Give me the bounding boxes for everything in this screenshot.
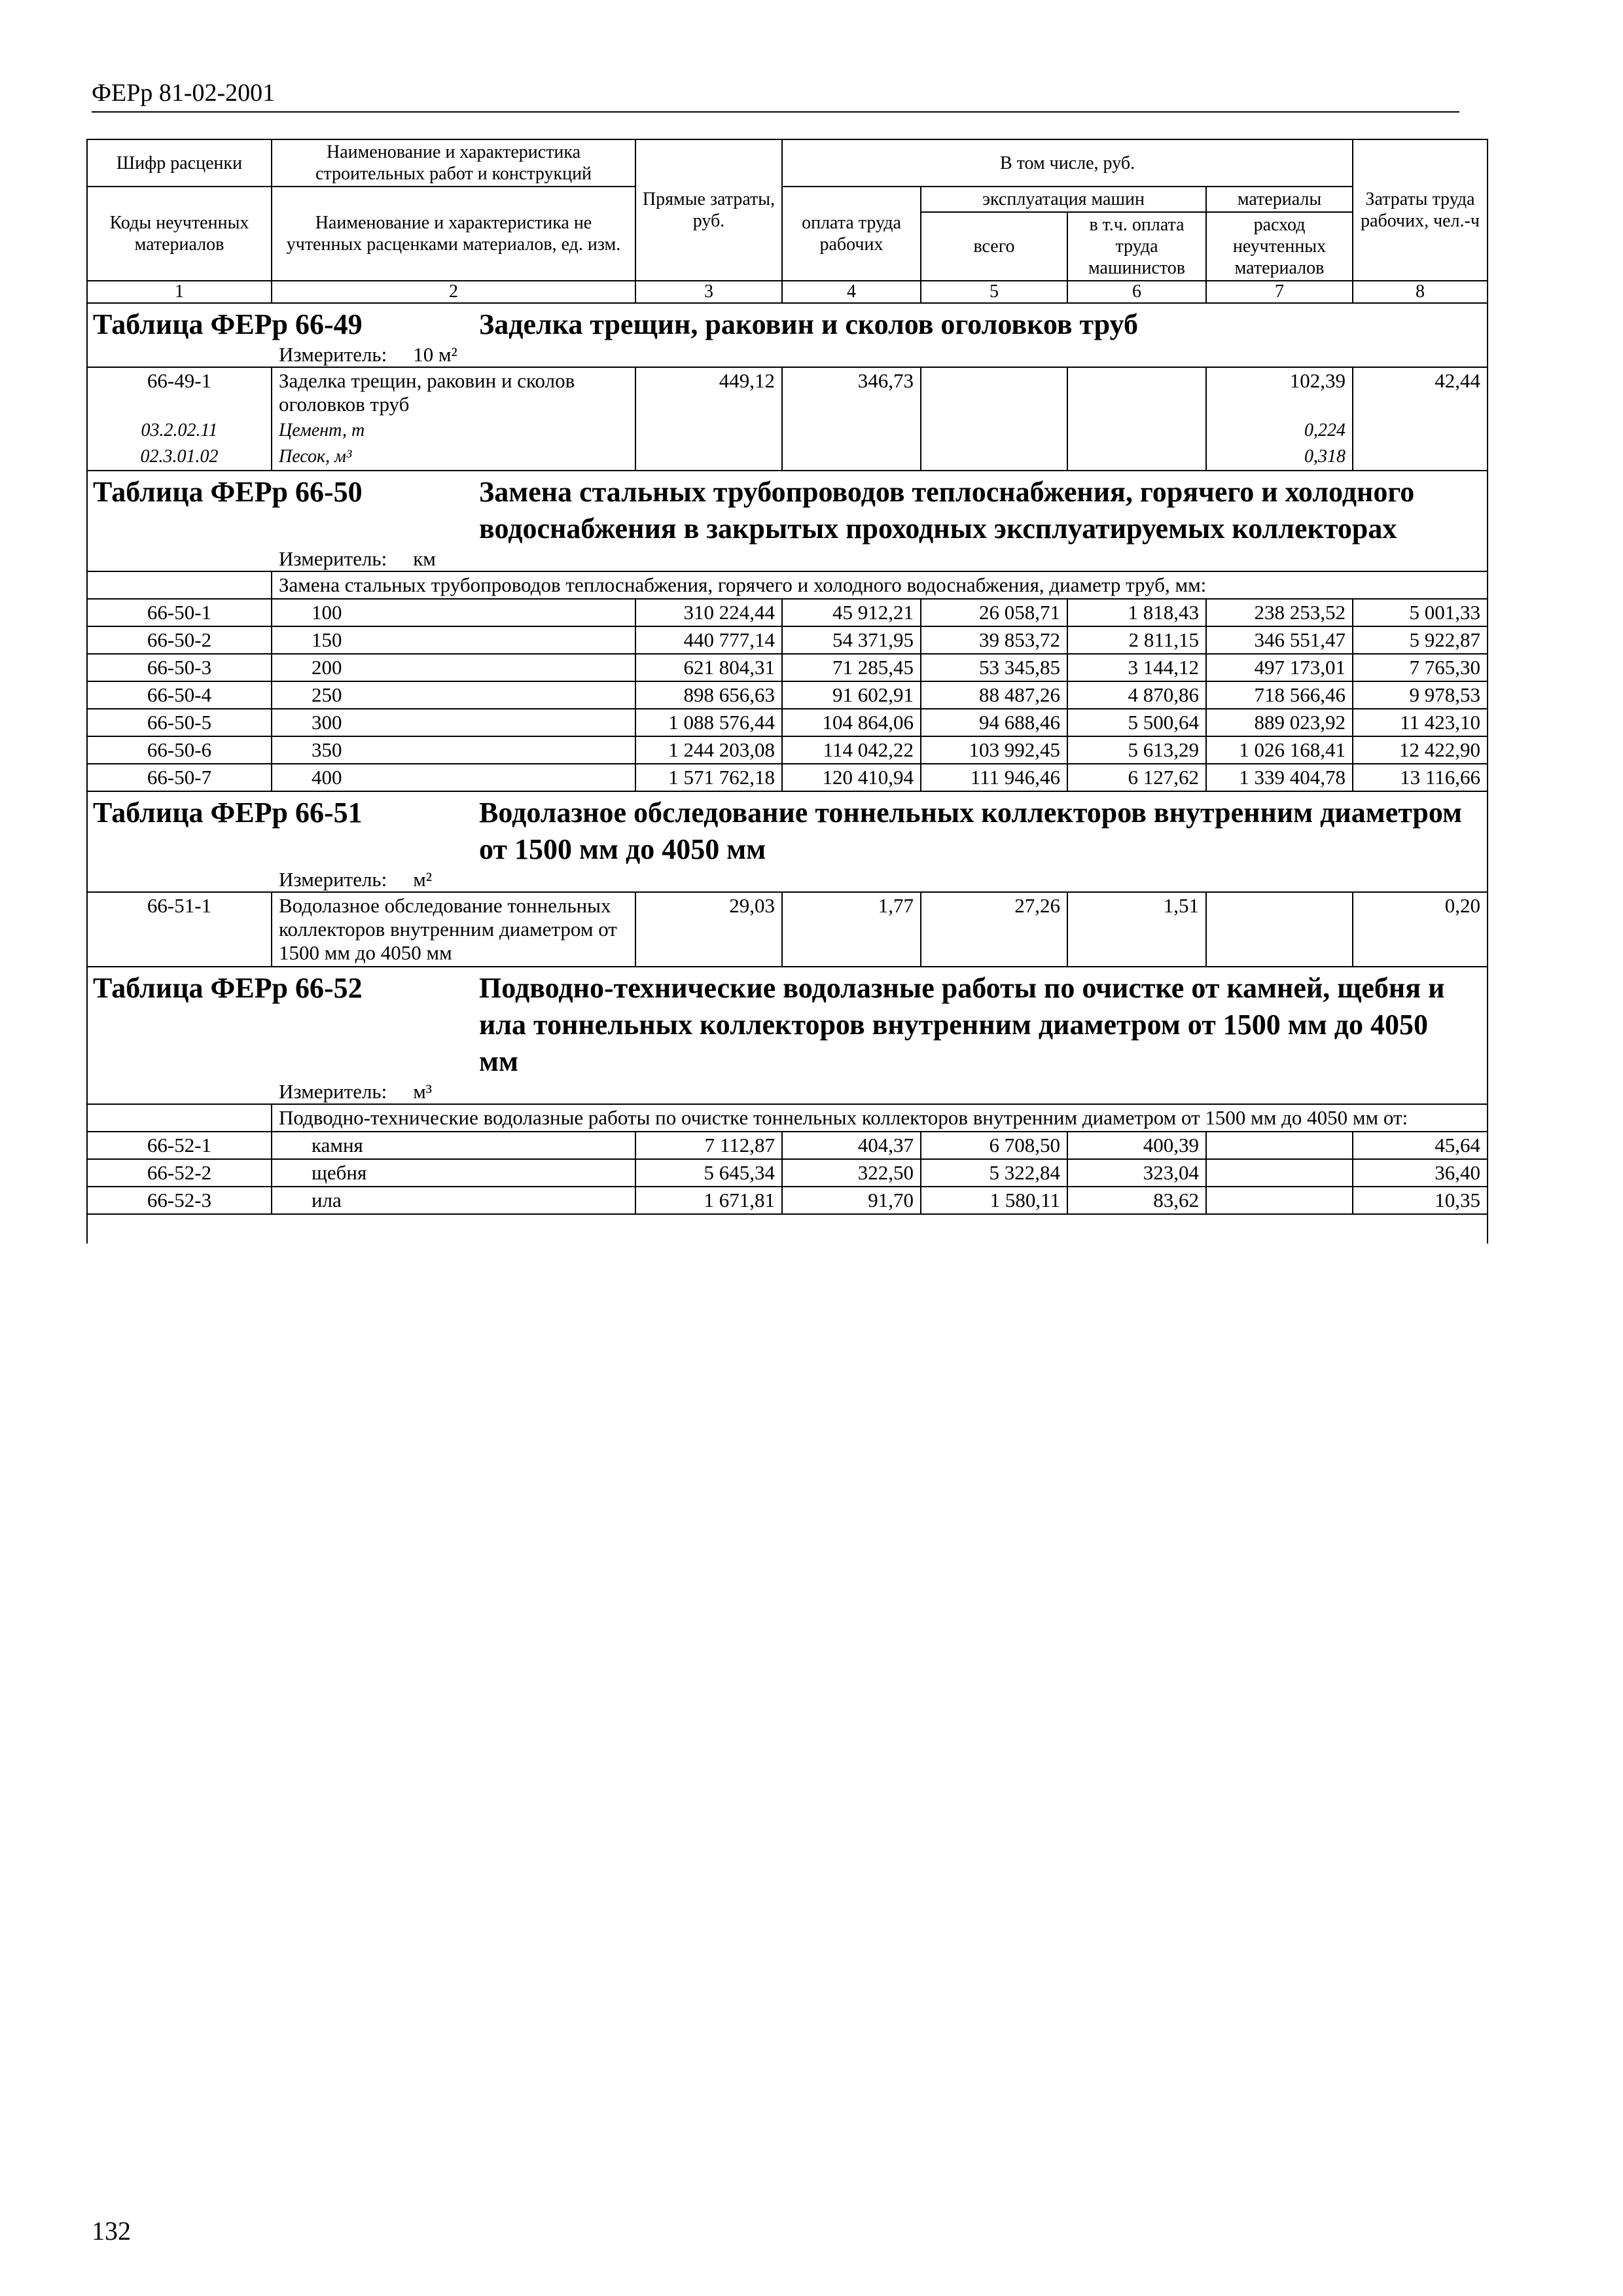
table-code: Таблица ФЕРр 66-49: [93, 308, 363, 340]
measure-label: Измеритель:: [279, 547, 387, 570]
col7-header: расход неучтенных материалов: [1206, 212, 1353, 281]
machine-cost: 5 322,84: [921, 1159, 1067, 1187]
pipe-diameter: 300: [272, 709, 635, 736]
col-number: 3: [635, 281, 782, 303]
col1-top-header: Шифр расценки: [87, 139, 272, 187]
table-row: [87, 681, 1488, 709]
measure-value: 10 м²: [413, 343, 457, 366]
material-type: ила: [272, 1187, 635, 1214]
direct-cost: 29,03: [635, 892, 782, 967]
table-name: Заделка трещин, раковин и сколов оголовков труб: [479, 308, 1138, 340]
table-tail-space: [87, 1214, 1488, 1244]
material-qty: 0,224: [1206, 418, 1353, 444]
direct-cost: 1 244 203,08: [635, 736, 782, 764]
group-note: Замена стальных трубопроводов теплоснабжения, горячего и холодного водоснабжения, диаметр труб, мм:: [272, 571, 1488, 599]
labor-cost: 104 864,06: [782, 709, 921, 736]
materials-cost: 497 173,01: [1206, 654, 1353, 681]
labor-cost: 54 371,95: [782, 626, 921, 654]
direct-cost: 449,12: [635, 367, 782, 418]
direct-cost: 440 777,14: [635, 626, 782, 654]
measure-line: [87, 343, 1488, 367]
direct-cost: 310 224,44: [635, 599, 782, 626]
labor-hours: 45,64: [1353, 1132, 1488, 1159]
machine-labor-cost: [1067, 367, 1206, 418]
group-mat-header: материалы: [1206, 187, 1353, 212]
labor-cost: 1,77: [782, 892, 921, 967]
material-name: Песок, м³: [272, 444, 635, 471]
labor-cost: 45 912,21: [782, 599, 921, 626]
table-66-49-title: [87, 303, 1488, 343]
table-row: [87, 654, 1488, 681]
materials-cost: [1206, 1187, 1353, 1214]
group-mach-header: эксплуатация машин: [921, 187, 1206, 212]
group-note: Подводно-технические водолазные работы по очистке тоннельных коллекторов внутренним диаметром от 1500 мм до 4050 мм от:: [272, 1104, 1488, 1132]
labor-cost: 322,50: [782, 1159, 921, 1187]
machine-labor-cost: 5 500,64: [1067, 709, 1206, 736]
table-row: [87, 764, 1488, 791]
machine-labor-cost: 323,04: [1067, 1159, 1206, 1187]
col-number: 4: [782, 281, 921, 303]
rate-code: 66-49-1: [87, 367, 272, 418]
materials-cost: 889 023,92: [1206, 709, 1353, 736]
table-row: [87, 626, 1488, 654]
machine-cost: 39 853,72: [921, 626, 1067, 654]
machine-cost: 103 992,45: [921, 736, 1067, 764]
material-row: [87, 444, 1488, 471]
machine-cost: 94 688,46: [921, 709, 1067, 736]
rates-table: [86, 139, 1488, 1244]
col-number: 8: [1353, 281, 1488, 303]
table-code: Таблица ФЕРр 66-51: [93, 797, 363, 829]
table-row: [87, 736, 1488, 764]
materials-cost: 718 566,46: [1206, 681, 1353, 709]
material-name: Цемент, т: [272, 418, 635, 444]
rates-table-wrapper: [86, 139, 1487, 1244]
table-row: [87, 1132, 1488, 1159]
rate-name: Заделка трещин, раковин и сколов оголовков труб: [272, 367, 635, 418]
rate-code: 66-52-3: [87, 1187, 272, 1214]
labor-cost: 91 602,91: [782, 681, 921, 709]
col4-header: оплата труда рабочих: [782, 187, 921, 281]
machine-labor-cost: 6 127,62: [1067, 764, 1206, 791]
labor-hours: 7 765,30: [1353, 654, 1488, 681]
pipe-diameter: 100: [272, 599, 635, 626]
material-type: камня: [272, 1132, 635, 1159]
col3-header: Прямые затраты, руб.: [635, 139, 782, 281]
rate-code: 66-50-4: [87, 681, 272, 709]
measure-line: [87, 1080, 1488, 1104]
machine-labor-cost: 4 870,86: [1067, 681, 1206, 709]
table-66-52-title: [87, 967, 1488, 1080]
table-code: Таблица ФЕРр 66-52: [93, 972, 363, 1004]
labor-hours: 0,20: [1353, 892, 1488, 967]
labor-hours: 36,40: [1353, 1159, 1488, 1187]
machine-labor-cost: 1 818,43: [1067, 599, 1206, 626]
col8-header: Затраты труда рабочих, чел.-ч: [1353, 139, 1488, 281]
materials-cost: [1206, 1132, 1353, 1159]
machine-labor-cost: 3 144,12: [1067, 654, 1206, 681]
col-number: 6: [1067, 281, 1206, 303]
measure-value: м²: [413, 868, 433, 891]
measure-label: Измеритель:: [279, 1080, 387, 1103]
materials-cost: 1 339 404,78: [1206, 764, 1353, 791]
pipe-diameter: 400: [272, 764, 635, 791]
col-number: 7: [1206, 281, 1353, 303]
page-number: 132: [92, 2216, 131, 2246]
rate-code: 66-52-1: [87, 1132, 272, 1159]
note-spacer: [87, 571, 272, 599]
rate-code: 66-50-3: [87, 654, 272, 681]
machine-cost: 6 708,50: [921, 1132, 1067, 1159]
materials-cost: 346 551,47: [1206, 626, 1353, 654]
rate-code: 66-50-5: [87, 709, 272, 736]
machine-cost: [921, 367, 1067, 418]
pipe-diameter: 150: [272, 626, 635, 654]
table-row: [87, 1159, 1488, 1187]
machine-labor-cost: 400,39: [1067, 1132, 1206, 1159]
direct-cost: 1 571 762,18: [635, 764, 782, 791]
measure-value: км: [413, 547, 436, 570]
direct-cost: 7 112,87: [635, 1132, 782, 1159]
table-66-50-title: [87, 471, 1488, 547]
table-row: [87, 892, 1488, 967]
labor-hours: 5 001,33: [1353, 599, 1488, 626]
labor-hours: 10,35: [1353, 1187, 1488, 1214]
machine-cost: 111 946,46: [921, 764, 1067, 791]
labor-cost: 71 285,45: [782, 654, 921, 681]
material-type: щебня: [272, 1159, 635, 1187]
col6-header: в т.ч. оплата труда машинистов: [1067, 212, 1206, 281]
labor-cost: 346,73: [782, 367, 921, 418]
machine-labor-cost: 5 613,29: [1067, 736, 1206, 764]
table-name: Подводно-технические водолазные работы по очистке от камней, щебня и ила тоннельных коллекторов внутренним диаметром от 1500 мм до 4050 мм: [479, 972, 1445, 1077]
labor-hours: 5 922,87: [1353, 626, 1488, 654]
rate-code: 66-52-2: [87, 1159, 272, 1187]
table-code: Таблица ФЕРр 66-50: [93, 476, 363, 508]
material-code: 02.3.01.02: [87, 444, 272, 471]
document-header: ФЕРр 81-02-2001: [92, 79, 1459, 113]
material-row: [87, 418, 1488, 444]
col-number: 1: [87, 281, 272, 303]
rate-name: Водолазное обследование тоннельных коллекторов внутренним диаметром от 1500 мм до 4050 мм: [272, 892, 635, 967]
table-row: [87, 599, 1488, 626]
measure-label: Измеритель:: [279, 343, 387, 366]
rate-code: 66-50-2: [87, 626, 272, 654]
table-name: Замена стальных трубопроводов теплоснабжения, горячего и холодного водоснабжения в закрытых проходных эксплуатируемых коллекторах: [479, 476, 1415, 545]
machine-labor-cost: 2 811,15: [1067, 626, 1206, 654]
machine-labor-cost: 1,51: [1067, 892, 1206, 967]
pipe-diameter: 350: [272, 736, 635, 764]
measure-line: [87, 547, 1488, 571]
machine-labor-cost: 83,62: [1067, 1187, 1206, 1214]
table-66-51-title: [87, 791, 1488, 868]
materials-cost: 1 026 168,41: [1206, 736, 1353, 764]
labor-hours: 42,44: [1353, 367, 1488, 418]
machine-cost: 27,26: [921, 892, 1067, 967]
labor-cost: 120 410,94: [782, 764, 921, 791]
table-row: [87, 1187, 1488, 1214]
materials-cost: [1206, 1159, 1353, 1187]
rate-code: 66-50-1: [87, 599, 272, 626]
rate-code: 66-50-6: [87, 736, 272, 764]
rate-code: 66-51-1: [87, 892, 272, 967]
measure-label: Измеритель:: [279, 868, 387, 891]
direct-cost: 1 088 576,44: [635, 709, 782, 736]
note-spacer: [87, 1104, 272, 1132]
measure-line: [87, 868, 1488, 892]
direct-cost: 898 656,63: [635, 681, 782, 709]
labor-hours: 13 116,66: [1353, 764, 1488, 791]
labor-hours: 12 422,90: [1353, 736, 1488, 764]
labor-cost: 114 042,22: [782, 736, 921, 764]
pipe-diameter: 250: [272, 681, 635, 709]
materials-cost: 102,39: [1206, 367, 1353, 418]
pipe-diameter: 200: [272, 654, 635, 681]
col2-bottom-header: Наименование и характеристика не учтенных расценками материалов, ед. изм.: [272, 187, 635, 281]
table-row: [87, 367, 1488, 418]
rate-code: 66-50-7: [87, 764, 272, 791]
col1-bottom-header: Коды неучтенных материалов: [87, 187, 272, 281]
machine-cost: 88 487,26: [921, 681, 1067, 709]
machine-cost: 53 345,85: [921, 654, 1067, 681]
col5-header: всего: [921, 212, 1067, 281]
direct-cost: 5 645,34: [635, 1159, 782, 1187]
material-code: 03.2.02.11: [87, 418, 272, 444]
material-qty: 0,318: [1206, 444, 1353, 471]
machine-cost: 26 058,71: [921, 599, 1067, 626]
col-number: 5: [921, 281, 1067, 303]
table-tail: [87, 1214, 1488, 1244]
col-number: 2: [272, 281, 635, 303]
materials-cost: 238 253,52: [1206, 599, 1353, 626]
labor-hours: 9 978,53: [1353, 681, 1488, 709]
direct-cost: 621 804,31: [635, 654, 782, 681]
machine-cost: 1 580,11: [921, 1187, 1067, 1214]
labor-cost: 404,37: [782, 1132, 921, 1159]
direct-cost: 1 671,81: [635, 1187, 782, 1214]
table-name: Водолазное обследование тоннельных коллекторов внутренним диаметром от 1500 мм до 4050 мм: [479, 797, 1463, 865]
group-incl-header: В том числе, руб.: [782, 139, 1353, 187]
materials-cost: [1206, 892, 1353, 967]
table-row: [87, 709, 1488, 736]
labor-hours: 11 423,10: [1353, 709, 1488, 736]
labor-cost: 91,70: [782, 1187, 921, 1214]
col2-top-header: Наименование и характеристика строительных работ и конструкций: [272, 139, 635, 187]
measure-value: м³: [413, 1080, 433, 1103]
